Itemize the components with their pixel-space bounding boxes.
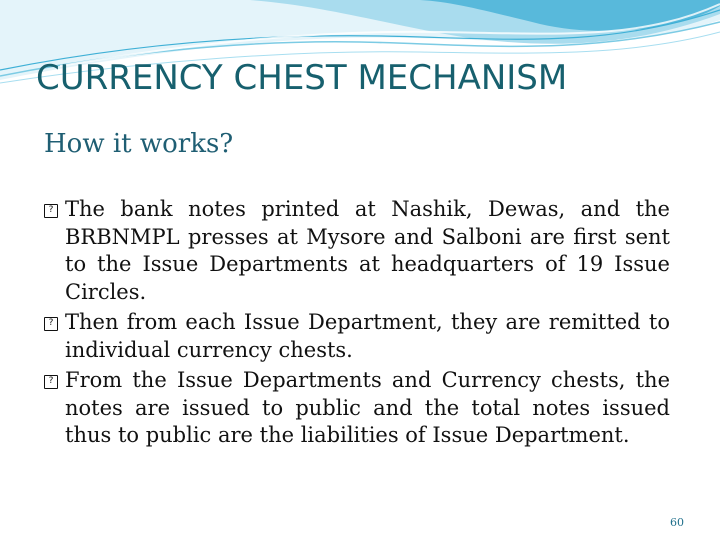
slide-title: CURRENCY CHEST MECHANISM: [36, 58, 568, 98]
bullet-text: The bank notes printed at Nashik, Dewas, and the BRBNMPL presses at Mysore and Salboni are first sent to the Issue Departments at headquarters of 19 Issue Circles.: [65, 197, 670, 304]
bullet-item: [44, 367, 670, 450]
bullet-text: From the Issue Departments and Currency chests, the notes are issued to public and the total notes issued thus to public are the liabilities of Issue Department.: [65, 368, 670, 447]
bullet-item: [44, 309, 670, 364]
bullet-box-icon: ?: [44, 317, 58, 331]
bullet-text: Then from each Issue Department, they are remitted to individual currency chests.: [65, 310, 670, 362]
bullet-item: [44, 196, 670, 306]
slide-subtitle: How it works?: [44, 129, 234, 159]
page-number: 60: [670, 516, 684, 529]
bullet-list: [44, 196, 670, 453]
bullet-box-icon: ?: [44, 375, 58, 389]
bullet-box-icon: ?: [44, 204, 58, 218]
